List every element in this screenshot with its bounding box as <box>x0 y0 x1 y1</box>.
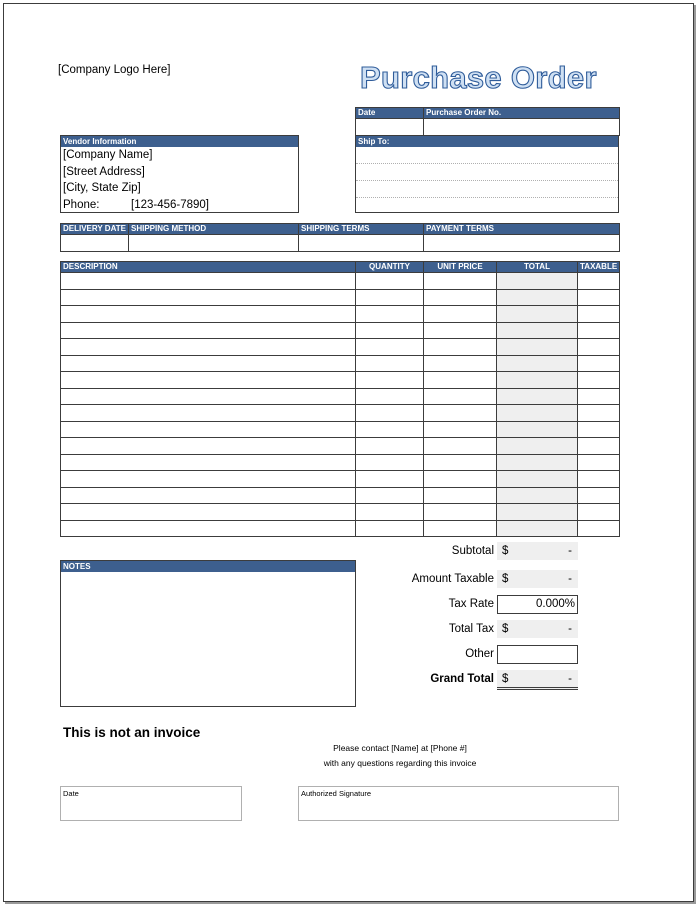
quantity-cell[interactable] <box>356 520 424 537</box>
amount-taxable-currency: $ <box>502 573 509 585</box>
total-cell <box>497 471 578 488</box>
table-row <box>61 355 620 372</box>
shipping-method-header: SHIPPING METHOD <box>129 224 299 235</box>
total-cell <box>497 504 578 521</box>
signature-label: Authorized Signature <box>301 789 372 798</box>
other-input[interactable] <box>497 645 578 664</box>
footer-date-box[interactable] <box>60 786 242 821</box>
vendor-street-address[interactable]: [Street Address] <box>63 165 145 178</box>
description-cell[interactable] <box>61 273 356 290</box>
total-cell <box>497 388 578 405</box>
tax-rate-label: Tax Rate <box>448 598 494 610</box>
company-logo-placeholder: [Company Logo Here] <box>58 64 171 76</box>
vendor-city-state-zip[interactable]: [City, State Zip] <box>63 182 141 194</box>
description-cell[interactable] <box>61 405 356 422</box>
table-row <box>61 372 620 389</box>
table-row <box>61 520 620 537</box>
unit-price-header: UNIT PRICE <box>424 262 497 273</box>
quantity-cell[interactable] <box>356 421 424 438</box>
taxable-cell[interactable] <box>578 454 620 471</box>
vendor-company-name[interactable]: [Company Name] <box>63 149 153 161</box>
grand-total-value: - <box>568 673 572 685</box>
taxable-cell[interactable] <box>578 273 620 290</box>
table-row <box>61 471 620 488</box>
amount-taxable-label: Amount Taxable <box>411 573 494 585</box>
description-cell[interactable] <box>61 322 356 339</box>
po-number-input-cell[interactable] <box>424 119 620 136</box>
table-row <box>61 504 620 521</box>
unit-price-cell[interactable] <box>424 471 497 488</box>
subtotal-value: - <box>568 545 572 557</box>
tax-rate-value: 0.000% <box>535 598 575 610</box>
table-row <box>61 438 620 455</box>
quantity-cell[interactable] <box>356 372 424 389</box>
description-cell[interactable] <box>61 306 356 323</box>
taxable-cell[interactable] <box>578 438 620 455</box>
po-number-header: Purchase Order No. <box>424 108 620 119</box>
vendor-info-header: Vendor Information <box>61 136 298 147</box>
total-header: TOTAL <box>497 262 578 273</box>
total-cell <box>497 520 578 537</box>
date-input-cell[interactable] <box>356 119 424 136</box>
notes-box[interactable] <box>60 560 356 707</box>
taxable-cell[interactable] <box>578 339 620 356</box>
vendor-phone-label: Phone: <box>63 198 100 211</box>
total-tax-value: - <box>568 623 572 635</box>
contact-line-2: with any questions regarding this invoice <box>323 758 477 768</box>
description-cell[interactable] <box>61 355 356 372</box>
quantity-cell[interactable] <box>356 388 424 405</box>
shipping-method-cell[interactable] <box>129 235 299 252</box>
quantity-cell[interactable] <box>356 487 424 504</box>
payment-terms-cell[interactable] <box>424 235 620 252</box>
quantity-cell[interactable] <box>356 471 424 488</box>
taxable-cell[interactable] <box>578 388 620 405</box>
taxable-cell[interactable] <box>578 372 620 389</box>
table-row <box>61 306 620 323</box>
taxable-cell[interactable] <box>578 355 620 372</box>
unit-price-cell[interactable] <box>424 339 497 356</box>
ship-to-line[interactable] <box>356 147 618 164</box>
footer-date-label: Date <box>63 789 79 798</box>
vendor-info-box <box>60 135 299 213</box>
line-items-table <box>60 261 620 537</box>
unit-price-cell[interactable] <box>424 520 497 537</box>
unit-price-cell[interactable] <box>424 355 497 372</box>
subtotal-cell <box>497 542 578 560</box>
table-row <box>61 421 620 438</box>
shipping-terms-cell[interactable] <box>299 235 424 252</box>
ship-to-line[interactable] <box>356 181 618 198</box>
quantity-cell[interactable] <box>356 322 424 339</box>
description-cell[interactable] <box>61 438 356 455</box>
quantity-header: QUANTITY <box>356 262 424 273</box>
quantity-cell[interactable] <box>356 504 424 521</box>
taxable-cell[interactable] <box>578 520 620 537</box>
total-cell <box>497 339 578 356</box>
unit-price-cell[interactable] <box>424 322 497 339</box>
unit-price-cell[interactable] <box>424 372 497 389</box>
taxable-header: TAXABLE <box>578 262 620 273</box>
ship-to-box <box>355 135 619 213</box>
taxable-cell[interactable] <box>578 306 620 323</box>
description-cell[interactable] <box>61 388 356 405</box>
table-row <box>61 388 620 405</box>
taxable-cell[interactable] <box>578 322 620 339</box>
table-row <box>61 273 620 290</box>
ship-to-header: Ship To: <box>356 136 618 147</box>
unit-price-cell[interactable] <box>424 438 497 455</box>
quantity-cell[interactable] <box>356 438 424 455</box>
contact-line-1: Please contact [Name] at [Phone #] <box>333 743 467 753</box>
total-cell <box>497 306 578 323</box>
unit-price-cell[interactable] <box>424 405 497 422</box>
shipping-terms-header: SHIPPING TERMS <box>299 224 424 235</box>
quantity-cell[interactable] <box>356 289 424 306</box>
unit-price-cell[interactable] <box>424 289 497 306</box>
total-cell <box>497 421 578 438</box>
taxable-cell[interactable] <box>578 504 620 521</box>
description-cell[interactable] <box>61 372 356 389</box>
table-row <box>61 454 620 471</box>
description-cell[interactable] <box>61 421 356 438</box>
total-cell <box>497 372 578 389</box>
taxable-cell[interactable] <box>578 487 620 504</box>
other-label: Other <box>465 648 494 660</box>
table-row <box>61 289 620 306</box>
description-cell[interactable] <box>61 289 356 306</box>
total-cell <box>497 322 578 339</box>
delivery-date-cell[interactable] <box>61 235 129 252</box>
total-tax-label: Total Tax <box>448 623 494 635</box>
quantity-cell[interactable] <box>356 339 424 356</box>
grand-total-label: Grand Total <box>430 673 494 685</box>
table-row <box>61 322 620 339</box>
unit-price-cell[interactable] <box>424 306 497 323</box>
subtotal-currency: $ <box>502 545 509 557</box>
terms-table <box>60 223 620 252</box>
grand-total-currency: $ <box>502 673 509 685</box>
total-cell <box>497 289 578 306</box>
taxable-cell[interactable] <box>578 421 620 438</box>
unit-price-cell[interactable] <box>424 504 497 521</box>
amount-taxable-value: - <box>568 573 572 585</box>
total-cell <box>497 438 578 455</box>
vendor-phone-row <box>61 197 298 214</box>
notes-header: NOTES <box>61 561 355 572</box>
tax-rate-input[interactable] <box>497 595 578 614</box>
quantity-cell[interactable] <box>356 306 424 323</box>
total-tax-cell <box>497 620 578 638</box>
signature-box[interactable] <box>298 786 619 821</box>
description-cell[interactable] <box>61 339 356 356</box>
description-cell[interactable] <box>61 471 356 488</box>
total-cell <box>497 273 578 290</box>
description-cell[interactable] <box>61 487 356 504</box>
date-po-table <box>355 107 620 136</box>
quantity-cell[interactable] <box>356 355 424 372</box>
taxable-cell[interactable] <box>578 471 620 488</box>
table-row <box>61 339 620 356</box>
description-cell[interactable] <box>61 504 356 521</box>
ship-to-line[interactable] <box>356 164 618 181</box>
unit-price-cell[interactable] <box>424 454 497 471</box>
delivery-date-header: DELIVERY DATE <box>61 224 129 235</box>
vendor-phone-value[interactable]: [123-456-7890] <box>131 198 210 211</box>
description-cell[interactable] <box>61 454 356 471</box>
description-cell[interactable] <box>61 520 356 537</box>
total-cell <box>497 405 578 422</box>
taxable-cell[interactable] <box>578 289 620 306</box>
quantity-cell[interactable] <box>356 454 424 471</box>
amount-taxable-cell <box>497 570 578 588</box>
page-title: Purchase Order <box>360 60 597 95</box>
table-row <box>61 405 620 422</box>
unit-price-cell[interactable] <box>424 388 497 405</box>
table-row <box>61 487 620 504</box>
total-cell <box>497 355 578 372</box>
subtotal-label: Subtotal <box>451 545 494 557</box>
not-invoice-note: This is not an invoice <box>63 725 201 740</box>
unit-price-cell[interactable] <box>424 487 497 504</box>
total-cell <box>497 487 578 504</box>
taxable-cell[interactable] <box>578 405 620 422</box>
unit-price-cell[interactable] <box>424 273 497 290</box>
date-header: Date <box>356 108 424 119</box>
payment-terms-header: PAYMENT TERMS <box>424 224 620 235</box>
quantity-cell[interactable] <box>356 405 424 422</box>
grand-total-cell <box>497 670 578 690</box>
quantity-cell[interactable] <box>356 273 424 290</box>
total-tax-currency: $ <box>502 623 509 635</box>
total-cell <box>497 454 578 471</box>
unit-price-cell[interactable] <box>424 421 497 438</box>
description-header: DESCRIPTION <box>61 262 356 273</box>
ship-to-line[interactable] <box>356 198 618 214</box>
